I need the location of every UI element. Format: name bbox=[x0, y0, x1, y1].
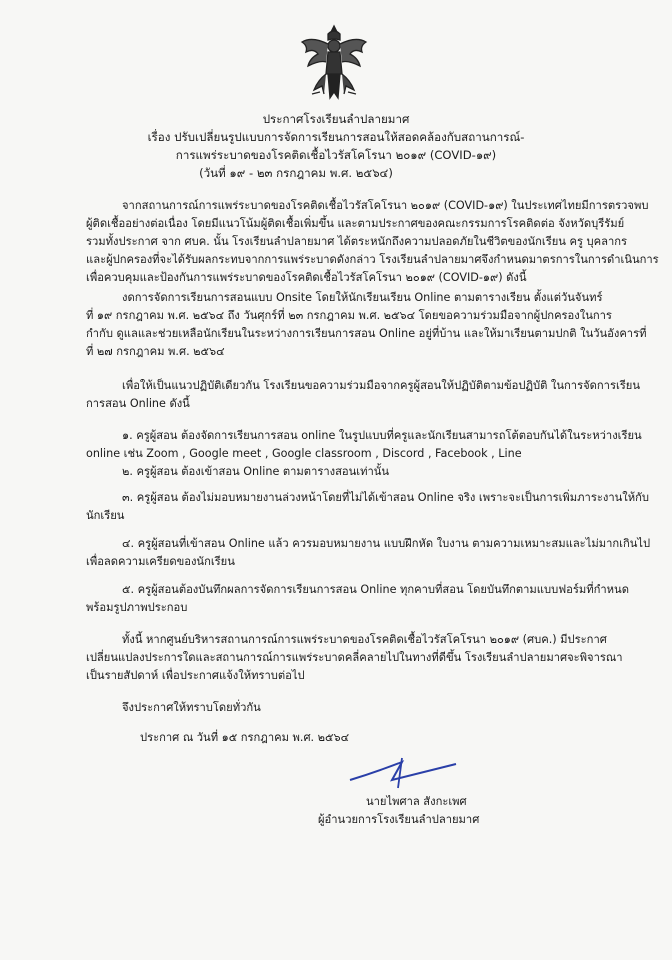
list-item-cont: เพื่อลดความเครียดของนักเรียน bbox=[86, 555, 235, 568]
announcement-date-range: (วันที่ ๑๙ - ๒๓ กรกฎาคม พ.ศ. ๒๕๖๔) bbox=[199, 166, 393, 180]
paragraph-line: จากสถานการณ์การแพร่ระบาดของโรคติดเชื้อไวรัสโคโรนา ๒๐๑๙ (COVID-๑๙) ในประเทศไทยมีการตรวจพบ bbox=[122, 199, 649, 212]
list-item-cont: online เช่น Zoom , Google meet , Google classroom , Discord , Facebook , Line bbox=[86, 447, 522, 460]
list-item-cont: นักเรียน bbox=[86, 509, 125, 522]
list-item: ๓. ครูผู้สอน ต้องไม่มอบหมายงานล่วงหน้าโดยที่ไม่ได้เข้าสอน Online จริง เพราะจะเป็นการเพิ่มภาระงานให้กับ bbox=[122, 491, 649, 504]
paragraph-line: รวมทั้งประกาศ จาก ศบค. นั้น โรงเรียนลำปลายมาศ ได้ตระหนักถึงความปลอดภัยในชีวิตของนักเรียน ครู บุคลากร bbox=[86, 235, 628, 248]
paragraph-line: ที่ ๒๗ กรกฎาคม พ.ศ. ๒๕๖๔ bbox=[86, 345, 225, 358]
date-line: ประกาศ ณ วันที่ ๑๕ กรกฎาคม พ.ศ. ๒๕๖๔ bbox=[140, 731, 350, 744]
announcement-subject: เรื่อง ปรับเปลี่ยนรูปแบบการจัดการเรียนการสอนให้สอดคล้องกับสถานการณ์- bbox=[147, 130, 525, 144]
closing-line: จึงประกาศให้ทราบโดยทั่วกัน bbox=[122, 701, 261, 714]
announcement-subject-cont: การแพร่ระบาดของโรคติดเชื้อไวรัสโคโรนา ๒๐๑๙ (COVID-๑๙) bbox=[175, 148, 497, 162]
list-item: ๑. ครูผู้สอน ต้องจัดการเรียนการสอน online ในรูปแบบที่ครูและนักเรียนสามารถโต้ตอบกันได้ในระหว่างเรียน bbox=[122, 429, 642, 442]
paragraph-line: เปลี่ยนแปลงประการใดและสถานการณ์การแพร่ระบาดคลี่คลายไปในทางที่ดีขึ้น โรงเรียนลำปลายมาศจะพิจารณา bbox=[86, 651, 623, 664]
paragraph-line: เพื่อให้เป็นแนวปฏิบัติเดียวกัน โรงเรียนขอความร่วมมือจากครูผู้สอนให้ปฏิบัติตามข้อปฏิบัติ ในการจัดการเรียน bbox=[122, 379, 641, 392]
signature-icon bbox=[346, 752, 462, 792]
paragraph-line: ผู้ติดเชื้ออย่างต่อเนื่อง โดยมีแนวโน้มผู้ติดเชื้อเพิ่มขึ้น และตามประกาศของคณะกรรมการโรคติดต่อ จังหวัดบุรีรัมย์ bbox=[86, 217, 625, 230]
list-item: ๔. ครูผู้สอนที่เข้าสอน Online แล้ว ควรมอบหมายงาน แบบฝึกหัด ใบงาน ตามความเหมาะสมและไม่มากเกินไป bbox=[122, 537, 651, 550]
paragraph-line: ที่ ๑๙ กรกฎาคม พ.ศ. ๒๕๖๔ ถึง วันศุกร์ที่ ๒๓ กรกฎาคม พ.ศ. ๒๕๖๔ โดยขอความร่วมมือจากผู้ปกครองในการ bbox=[86, 309, 612, 322]
signer-title: ผู้อำนวยการโรงเรียนลำปลายมาศ bbox=[318, 813, 480, 826]
paragraph-line: กำกับ ดูแลและช่วยเหลือนักเรียนในระหว่างการเรียนการสอน Online อยู่ที่บ้าน และให้มาเรียนตามปกติ ในวันอังคารที่ bbox=[86, 327, 647, 340]
list-item: ๕. ครูผู้สอนต้องบันทึกผลการจัดการเรียนการสอน Online ทุกคาบที่สอน โดยบันทึกตามแบบฟอร์มที่กำหนด bbox=[122, 583, 629, 596]
signer-name: นายไพศาล สังกะเพศ bbox=[366, 795, 467, 808]
paragraph-line: งดการจัดการเรียนการสอนแบบ Onsite โดยให้นักเรียนเรียน Online ตามตารางเรียน ตั้งแต่วันจันทร์ bbox=[122, 291, 603, 304]
paragraph-line: ทั้งนี้ หากศูนย์บริหารสถานการณ์การแพร่ระบาดของโรคติดเชื้อไวรัสโคโรนา ๒๐๑๙ (ศบค.) มีประกาศ bbox=[122, 633, 607, 646]
paragraph-line: เพื่อควบคุมและป้องกันการแพร่ระบาดของโรคติดเชื้อไวรัสโคโรนา ๒๐๑๙ (COVID-๑๙) ดังนี้ bbox=[86, 271, 527, 284]
paragraph-line: การสอน Online ดังนี้ bbox=[86, 397, 190, 410]
garuda-emblem-icon bbox=[298, 22, 370, 102]
paragraph-line: เป็นรายสัปดาห์ เพื่อประกาศแจ้งให้ทราบต่อไป bbox=[86, 669, 305, 682]
list-item: ๒. ครูผู้สอน ต้องเข้าสอน Online ตามตารางสอนเท่านั้น bbox=[122, 465, 390, 478]
announcement-org: ประกาศโรงเรียนลำปลายมาศ bbox=[262, 112, 410, 126]
paragraph-line: และผู้ปกครองที่จะได้รับผลกระทบจากการแพร่ระบาดดังกล่าว โรงเรียนลำปลายมาศจึงกำหนดมาตรการในการดำเนินการ bbox=[86, 253, 659, 266]
list-item-cont: พร้อมรูปภาพประกอบ bbox=[86, 601, 188, 614]
